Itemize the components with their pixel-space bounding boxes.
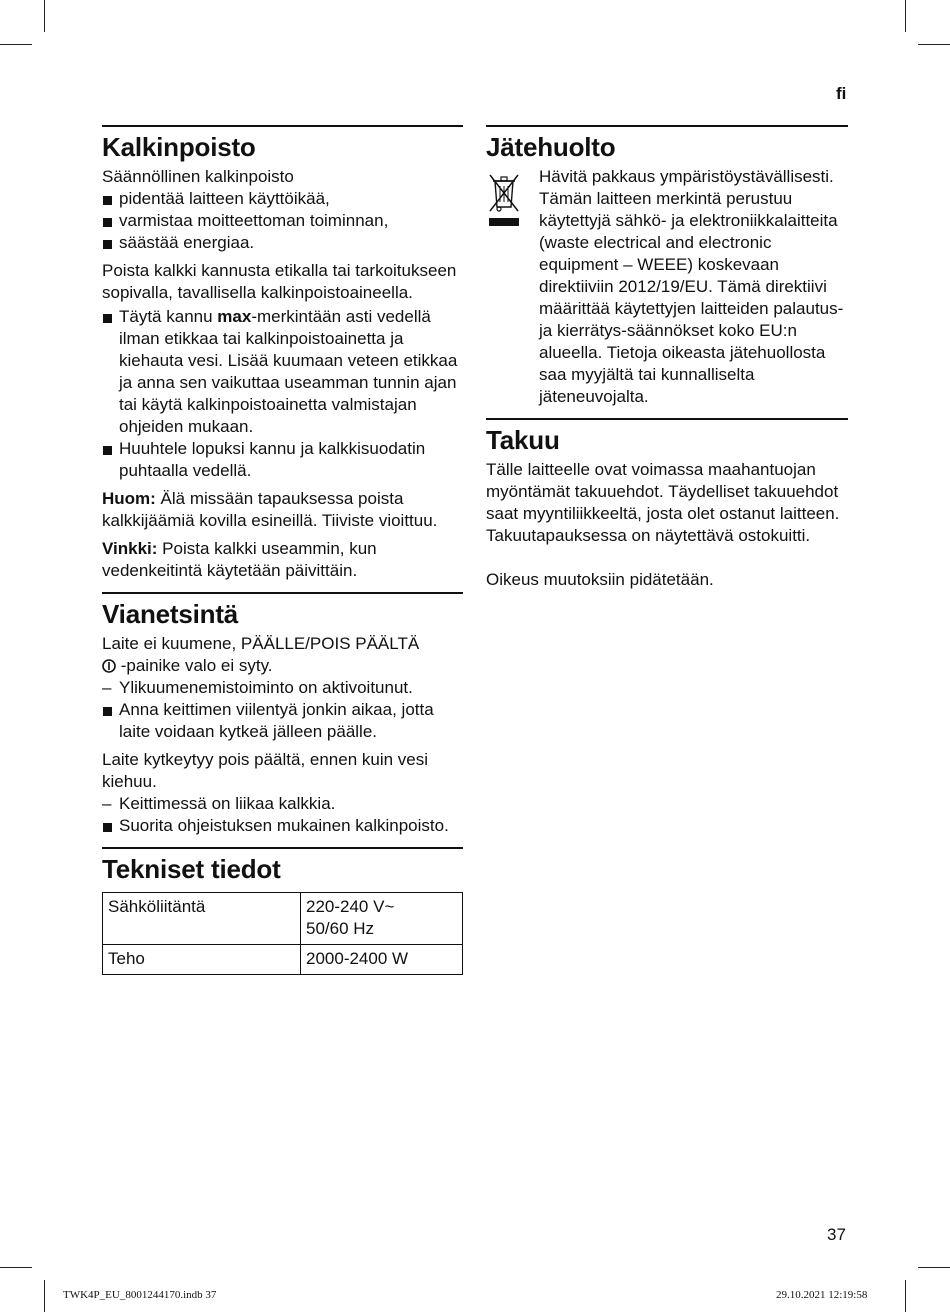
section-tekniset-tiedot	[102, 847, 463, 975]
crop-mark	[905, 1280, 906, 1312]
section-title: Jätehuolto	[486, 132, 616, 162]
list-item: Täytä kannu max-merkintään asti vedellä ilman etikkaa tai kalkinpoistoainetta ja kiehauta vesi. Lisää kuumaan veteen etikkaa ja anna sen vaikuttaa useamman tunnin ajan tai käytä kalkinpoistoainetta valmistajan ohjeiden mukaan.	[102, 306, 463, 438]
list-item: Suorita ohjeistuksen mukainen kalkinpoisto.	[102, 815, 463, 837]
problem-2: Laite kytkeytyy pois päältä, ennen kuin vesi kiehuu.	[102, 750, 429, 791]
spec-label: Sähköliitäntä	[103, 893, 301, 945]
bullet-square-icon	[103, 314, 112, 323]
bullet-square-icon	[103, 707, 112, 716]
bullet-square-icon	[103, 218, 112, 227]
problem-1-list	[102, 677, 463, 743]
power-button-icon	[102, 659, 116, 673]
spec-value: 2000-2400 W	[301, 945, 463, 975]
list-item: säästää energiaa.	[102, 232, 463, 254]
dash-marker: –	[102, 794, 112, 813]
crop-mark	[918, 44, 950, 45]
table-row	[103, 893, 463, 945]
list-item: varmistaa moitteettoman toiminnan,	[102, 210, 463, 232]
bullet-square-icon	[103, 823, 112, 832]
benefit-list	[102, 188, 463, 254]
list-item: – Keittimessä on liikaa kalkkia.	[102, 794, 336, 813]
bullet-square-icon	[103, 240, 112, 249]
crop-mark	[44, 0, 45, 32]
disposal-text: Hävitä pakkaus ympäristöystävällisesti. Tämän laitteen merkintä perustuu käytettyjä sähkö- ja elektroniikkalaitteita (waste electrical and electronic equipment – WEEE) koskevaan direktiiviin 2012/19/EU. Tämä direktiivi määrittää käytettyjen laitteiden palautus- ja kierrätys-säännökset koko EU:n alueella. Tietoja oikeasta jätehuollosta saa myyjältä tai kunnalliselta jäteneuvojalta.	[539, 167, 844, 406]
crop-mark	[905, 0, 906, 32]
list-item: Anna keittimen viilentyä jonkin aikaa, jotta laite voidaan kytkeä jälleen päälle.	[102, 699, 463, 743]
rights-reserved-text: Oikeus muutoksiin pidätetään.	[486, 570, 714, 589]
spec-value: 220-240 V~ 50/60 Hz	[301, 893, 463, 945]
section-title: Takuu	[486, 425, 560, 455]
table-row	[103, 945, 463, 975]
language-code: fi	[836, 84, 847, 103]
spec-table	[102, 892, 463, 975]
list-item: pidentää laitteen käyttöikää,	[102, 188, 463, 210]
crossed-out-wheelie-bin-icon	[486, 171, 522, 227]
spec-label: Teho	[103, 945, 301, 975]
crop-mark	[44, 1280, 45, 1312]
section-title: Tekniset tiedot	[102, 854, 281, 884]
section-takuu	[486, 418, 848, 591]
problem-2-list	[102, 793, 463, 837]
crop-mark	[918, 1267, 950, 1268]
section-vianetsinta	[102, 592, 463, 837]
section-title: Vianetsintä	[102, 599, 239, 629]
tip-paragraph: Vinkki: Poista kalkki useammin, kun vedenkeitintä käytetään päivittäin.	[102, 539, 377, 580]
section-title: Kalkinpoisto	[102, 132, 256, 162]
crop-mark	[0, 1267, 32, 1268]
list-item: – Ylikuumenemistoiminto on aktivoitunut.	[102, 678, 413, 697]
descaling-paragraph: Poista kalkki kannusta etikalla tai tarkoitukseen sopivalla, tavallisella kalkinpoistoaineella.	[102, 261, 457, 302]
list-item: Huuhtele lopuksi kannu ja kalkkisuodatin puhtaalla vedellä.	[102, 438, 463, 482]
page-number: 37	[827, 1225, 846, 1244]
left-column	[102, 125, 463, 985]
warranty-text: Tälle laitteelle ovat voimassa maahantuojan myöntämät takuuehdot. Täydelliset takuuehdot saat myyntiliikkeeltä, josta olet ostanut laitteen. Takuutapauksessa on näytettävä ostokuitti.	[486, 460, 840, 545]
bullet-square-icon	[103, 196, 112, 205]
footer-file-info: TWK4P_EU_8001244170.indb 37	[63, 1289, 217, 1301]
section-jatehuolto	[486, 125, 848, 408]
problem-1: Laite ei kuumene, PÄÄLLE/POIS PÄÄLTÄ -painike valo ei syty.	[102, 634, 420, 675]
footer-datetime: 29.10.2021 12:19:58	[776, 1289, 868, 1301]
bullet-square-icon	[103, 446, 112, 455]
section-kalkinpoisto	[102, 125, 463, 582]
intro-text: Säännöllinen kalkinpoisto	[102, 167, 294, 186]
note-paragraph: Huom: Älä missään tapauksessa poista kalkkijäämiä kovilla esineillä. Tiiviste vioittuu.	[102, 489, 438, 530]
right-column	[486, 125, 848, 601]
dash-marker: –	[102, 678, 112, 697]
step-list	[102, 306, 463, 482]
crop-mark	[0, 44, 32, 45]
